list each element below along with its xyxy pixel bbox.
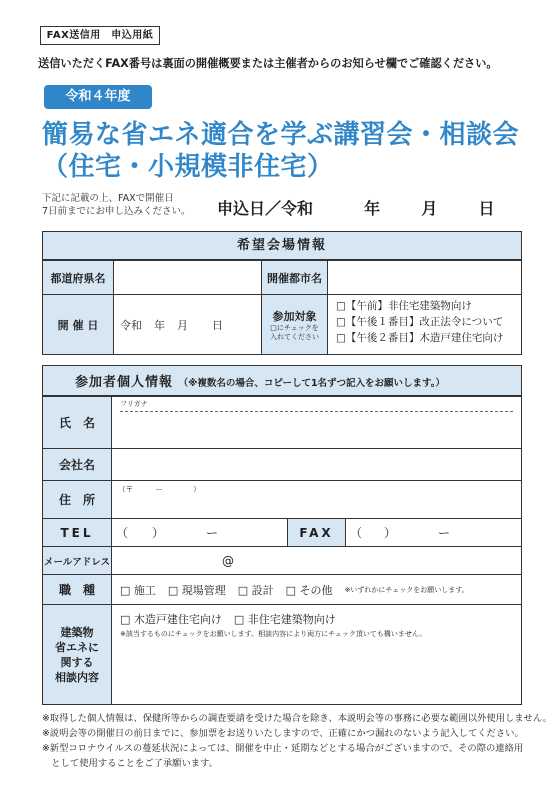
date-year: 年 (154, 318, 165, 332)
date-month: 月 (177, 318, 188, 332)
row-address (43, 480, 521, 518)
target-label: 参加対象 (272, 309, 317, 323)
address-field[interactable] (111, 481, 521, 518)
tel-dash: ー (206, 526, 219, 540)
fax-paren-open: （ (350, 526, 363, 540)
participant-table (42, 365, 522, 705)
target-option-pm1-law[interactable]: □【午後１番目】改正法令について (336, 316, 504, 328)
email-field[interactable] (111, 547, 521, 574)
furigana-label: フリガナ (120, 400, 148, 408)
participant-table-header (43, 366, 521, 396)
footnote-ticket: ※説明会等の開催日の前日までに、参加票をお送りいたしますので、正確にかつ漏れのないよう記入してください。 (42, 728, 524, 739)
job-options (111, 575, 521, 604)
consultation-label-line1: 建築物 (60, 625, 94, 639)
event-date-field[interactable] (113, 295, 261, 354)
apply-day-label: 日 (478, 199, 495, 218)
target-option-pm2-wooden-house[interactable]: □【午後２番目】木造戸建住宅向け (336, 332, 504, 344)
row-job (43, 574, 521, 604)
consult-option-wooden-house[interactable]: □ 木造戸建住宅向け (120, 613, 222, 626)
tel-paren-close: ） (152, 526, 165, 540)
footnote-privacy: ※取得した個人情報は、保健所等からの調査要請を受けた場合を除き、本説明会等の事務に必要な範囲以外使用しません。 (42, 713, 553, 724)
consult-option-nonresidential[interactable]: □ 非住宅建築物向け (233, 613, 336, 626)
target-note: □にチェックを入れてください (270, 323, 319, 341)
city-label: 開催都市名 (261, 261, 327, 294)
tel-paren-open: （ (116, 526, 129, 540)
fax-dash: ー (438, 526, 451, 540)
city-field[interactable] (327, 261, 521, 294)
row-company (43, 448, 521, 480)
consultation-options (120, 611, 521, 627)
date-day: 日 (212, 318, 223, 332)
apply-month-label: 月 (421, 199, 438, 218)
event-title-line2: （住宅・小規模非住宅） (42, 152, 334, 182)
fax-field[interactable] (345, 519, 521, 546)
email-label: メールアドレス (43, 547, 111, 574)
event-date-label: 開 催 日 (43, 295, 113, 354)
footnote-covid-1: ※新型コロナウイルスの蔓延状況によっては、開催を中止・延期などとする場合がございますので、その際の連絡用 (42, 743, 524, 754)
consultation-label-line4: 相談内容 (55, 670, 99, 684)
consultation-note: ※該当するものにチェックをお願いします。相談内容により両方にチェック頂いても構いません。 (120, 630, 427, 638)
apply-date-label: 申込日／令和 (217, 199, 314, 218)
fax-label: FAX (287, 519, 345, 546)
prefecture-field[interactable] (113, 261, 261, 294)
footnote-covid-2: として使用することをご了承願います。 (42, 758, 218, 769)
prefecture-label: 都道府県名 (43, 261, 113, 294)
job-label: 職 種 (43, 575, 111, 604)
consultation-label (43, 605, 111, 704)
consultation-field[interactable] (111, 605, 521, 704)
job-option-other[interactable]: □ その他 (285, 583, 333, 597)
application-date (217, 196, 495, 219)
consultation-label-line3: 関する (60, 655, 94, 669)
year-badge: 令和４年度 (44, 85, 152, 109)
job-option-construction[interactable]: □ 施工 (120, 583, 156, 597)
job-option-design[interactable]: □ 設計 (237, 583, 274, 597)
row-email (43, 546, 521, 574)
name-field[interactable] (111, 397, 521, 448)
venue-row-date (43, 294, 521, 354)
target-option-am-nonresidential[interactable]: □【午前】非住宅建築物向け (336, 300, 472, 312)
participant-header-title: 参加者個人情報 (75, 375, 174, 390)
job-option-site-management[interactable]: □ 現場管理 (167, 583, 226, 597)
submission-instruction (42, 192, 191, 218)
postal-code-field: （〒 ー ） (118, 485, 201, 494)
company-label: 会社名 (43, 449, 111, 480)
tel-label: TEL (43, 519, 111, 546)
fax-paren-close: ） (384, 526, 397, 540)
furigana-divider (120, 411, 513, 412)
instruction-line2: 7日前までにお申し込みください。 (42, 206, 191, 217)
target-options (327, 295, 521, 354)
name-label: 氏 名 (43, 397, 111, 448)
row-consultation (43, 604, 521, 704)
form-type-tag: FAX送信用 申込用紙 (40, 26, 160, 45)
venue-table (42, 231, 522, 355)
apply-year-label: 年 (364, 199, 381, 218)
tel-field[interactable] (111, 519, 287, 546)
date-era: 令和 (120, 318, 142, 332)
fax-number-notice: 送信いただくFAX番号は裏面の開催概要または主催者からのお知らせ欄でご確認ください。 (38, 57, 498, 70)
address-label: 住 所 (43, 481, 111, 518)
instruction-line1: 下記に記載の上、FAXで開催日 (42, 193, 174, 204)
participant-header-note: （※複数名の場合、コピーして1名ずつ記入をお願いします。） (178, 378, 446, 389)
company-field[interactable] (111, 449, 521, 480)
row-name (43, 396, 521, 448)
row-phone-fax (43, 518, 521, 546)
event-title-line1: 簡易な省エネ適合を学ぶ講習会・相談会 (42, 120, 520, 150)
email-at-sign: @ (222, 553, 234, 568)
consultation-label-line2: 省エネに (55, 640, 99, 654)
job-note: ※いずれかにチェックをお願いします。 (344, 585, 469, 594)
venue-row-location (43, 260, 521, 294)
venue-table-header: 希望会場情報 (43, 232, 521, 260)
target-label-cell (261, 295, 327, 354)
